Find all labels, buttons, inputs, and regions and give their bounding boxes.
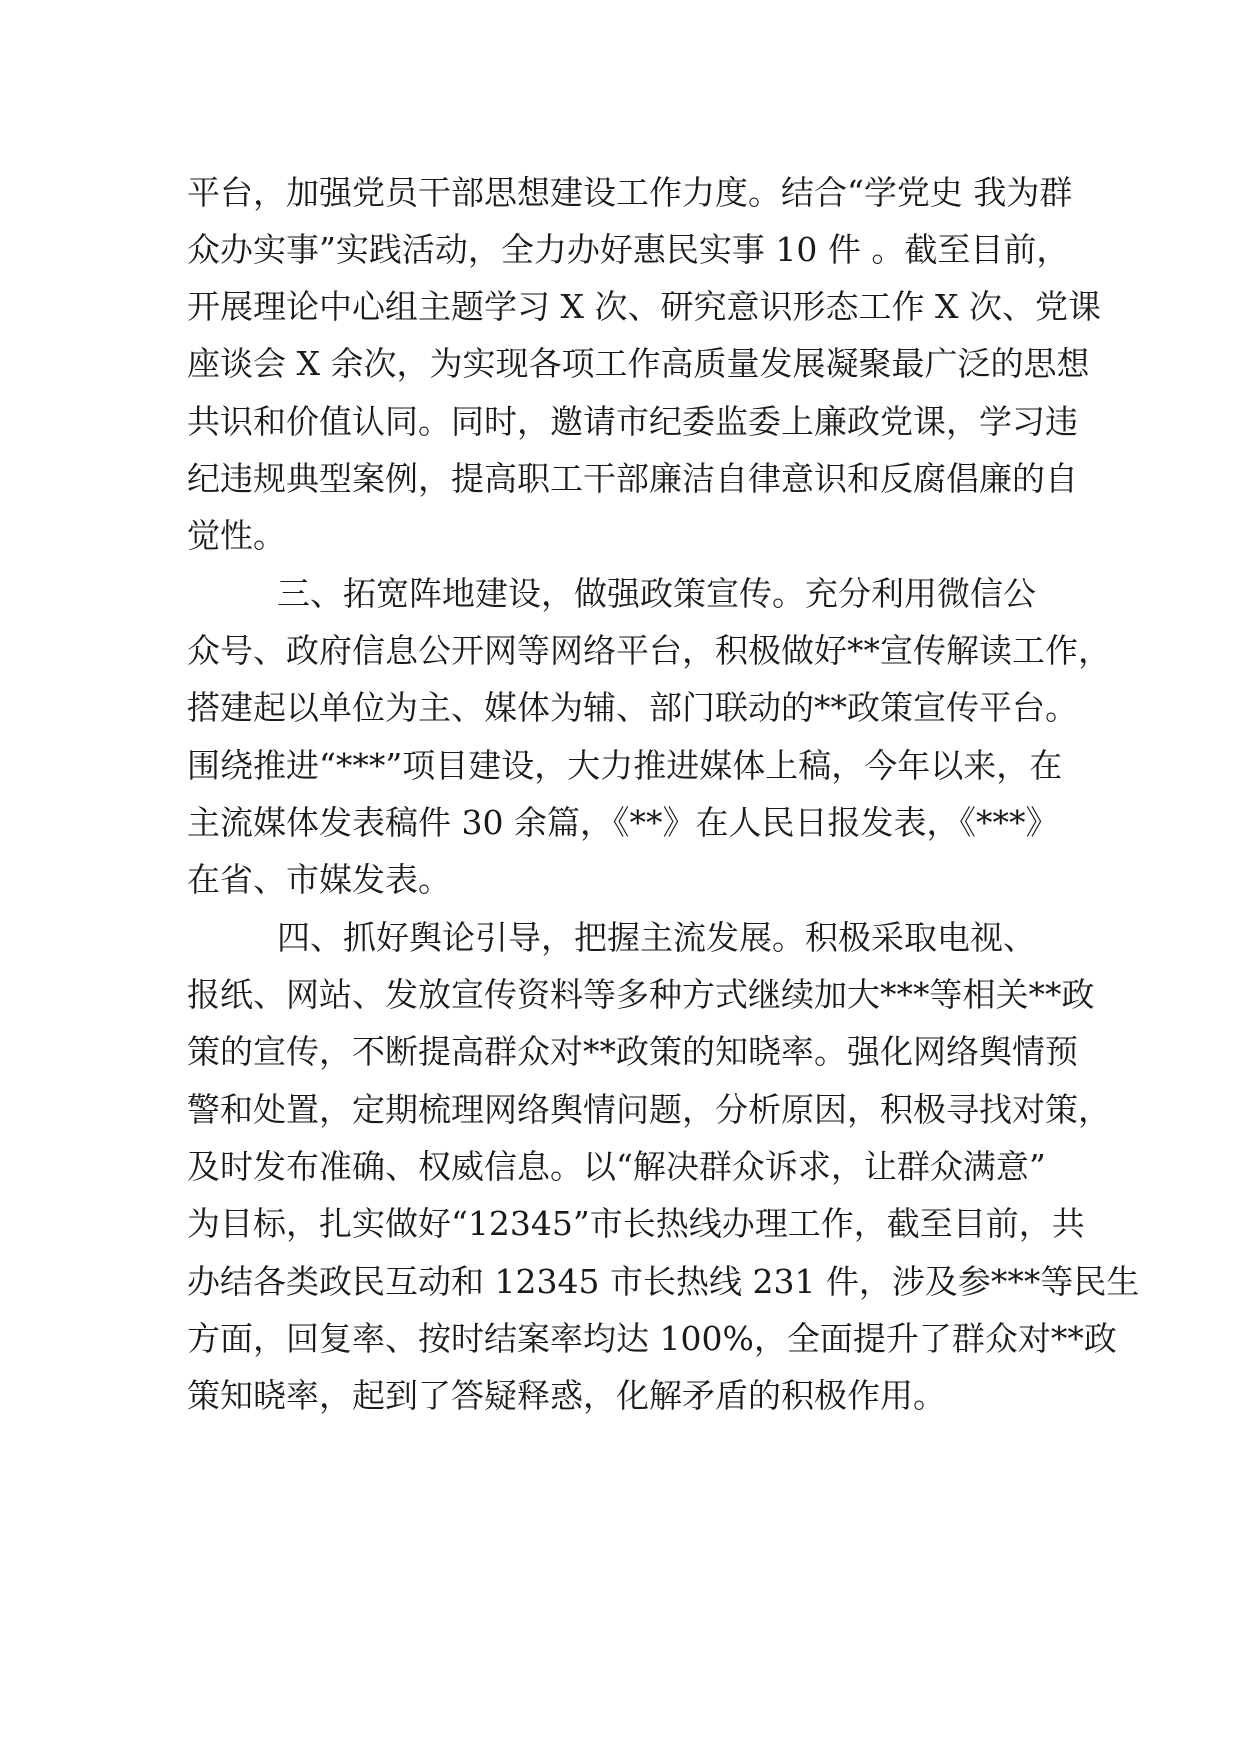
body-text-line: 在省、市媒发表。 [187, 860, 451, 899]
body-text-line: 纪违规典型案例，提高职工干部廉洁自律意识和反腐倡廉的自 [187, 459, 1078, 498]
body-text-line: 觉性。 [187, 516, 286, 555]
body-text-line: 为目标，扎实做好“12345”市长热线办理工作，截至目前，共 [187, 1204, 1085, 1243]
body-text-line: 警和处置，定期梳理网络舆情问题，分析原因，积极寻找对策， [187, 1090, 1111, 1129]
body-text-line: 策知晓率，起到了答疑释惑，化解矛盾的积极作用。 [187, 1376, 946, 1415]
body-text-line: 开展理论中心组主题学习 X 次、研究意识形态工作 X 次、党课 [187, 287, 1101, 326]
body-text-line: 办结各类政民互动和 12345 市长热线 231 件，涉及参***等民生 [187, 1262, 1140, 1301]
body-text-line: 共识和价值认同。同时，邀请市纪委监委上廉政党课，学习违 [187, 402, 1078, 441]
section-heading-line: 四、抓好舆论引导，把握主流发展。积极采取电视、 [277, 918, 1036, 957]
body-text-line: 围绕推进“***”项目建设，大力推进媒体上稿，今年以来，在 [187, 746, 1063, 785]
body-text-line: 报纸、网站、发放宣传资料等多种方式继续加大***等相关**政 [187, 975, 1095, 1014]
body-text-line: 平台，加强党员干部思想建设工作力度。结合“学党史 我为群 [187, 173, 1073, 212]
body-text-line: 主流媒体发表稿件 30 余篇，《**》在人民日报发表，《***》 [187, 803, 1059, 842]
body-text-line: 策的宣传，不断提高群众对**政策的知晓率。强化网络舆情预 [187, 1032, 1078, 1071]
body-text-line: 众办实事”实践活动，全力办好惠民实事 10 件 。截至目前， [187, 230, 1070, 269]
body-text-line: 及时发布准确、权威信息。以“解决群众诉求，让群众满意” [187, 1147, 1046, 1186]
body-text-line: 众号、政府信息公开网等网络平台，积极做好**宣传解读工作， [187, 631, 1111, 670]
body-text-line: 方面，回复率、按时结案率均达 100%，全面提升了群众对**政 [187, 1319, 1117, 1358]
body-text-line: 座谈会 X 余次，为实现各项工作高质量发展凝聚最广泛的思想 [187, 344, 1090, 383]
section-heading-line: 三、拓宽阵地建设，做强政策宣传。充分利用微信公 [277, 574, 1036, 613]
body-text-line: 搭建起以单位为主、媒体为辅、部门联动的**政策宣传平台。 [187, 688, 1078, 727]
